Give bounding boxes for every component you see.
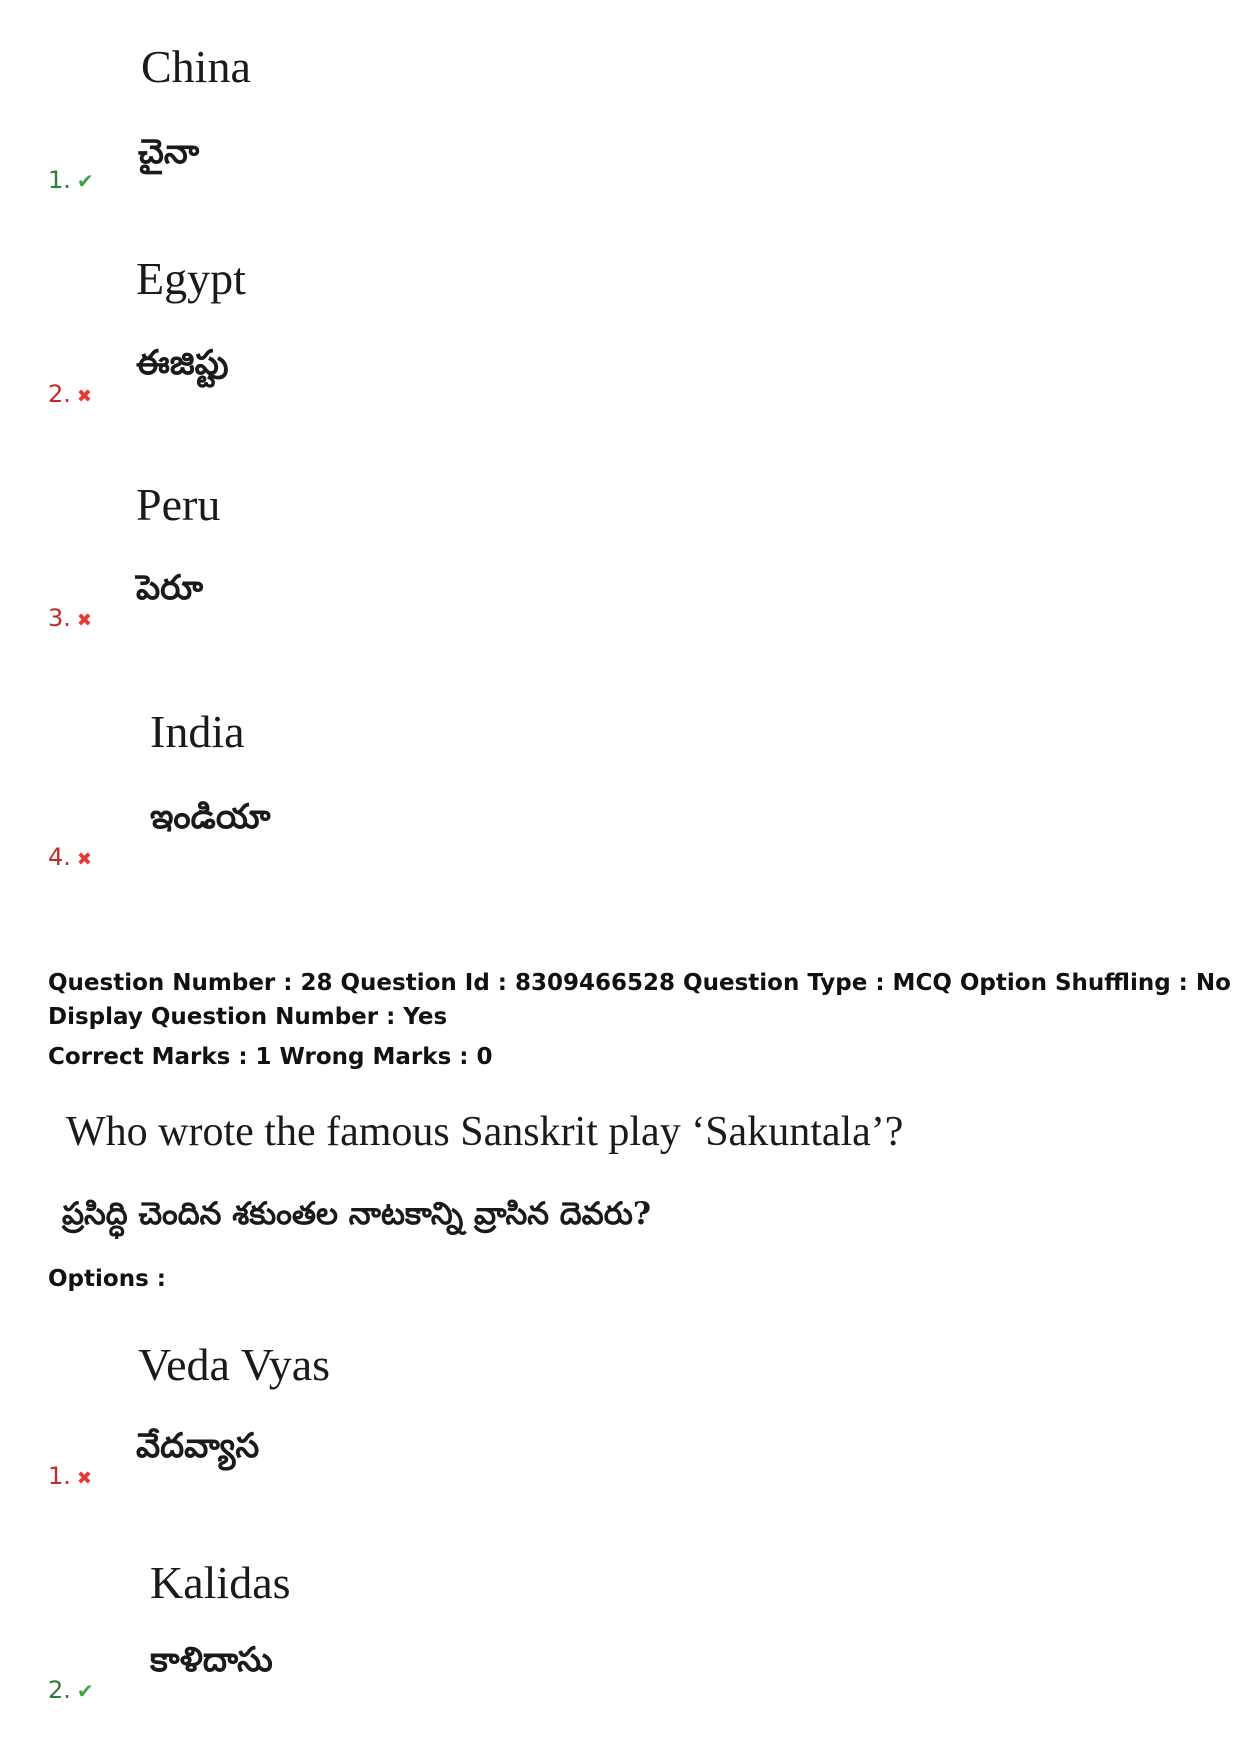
option-number bbox=[48, 166, 94, 194]
option-number-label: 3. bbox=[48, 604, 71, 632]
option-number bbox=[48, 843, 92, 871]
check-icon: ✔ bbox=[76, 169, 94, 193]
option-text-en: Kalidas bbox=[150, 1557, 291, 1608]
option-text-te: పెరూ bbox=[136, 568, 204, 608]
question-meta-line-2: Display Question Number : Yes bbox=[48, 1004, 448, 1030]
cross-icon: ✖ bbox=[76, 386, 92, 407]
option-text-te: కాళిదాసు bbox=[150, 1640, 273, 1680]
option-number bbox=[48, 1676, 94, 1704]
check-icon: ✔ bbox=[76, 1679, 94, 1703]
question-text-en: Who wrote the famous Sanskrit play ‘Sakuntala’? bbox=[66, 1109, 904, 1155]
option-number-label: 4. bbox=[48, 843, 71, 871]
option-number-label: 2. bbox=[48, 380, 71, 408]
question-marks-line: Correct Marks : 1 Wrong Marks : 0 bbox=[48, 1044, 493, 1070]
option-number bbox=[48, 604, 92, 632]
cross-icon: ✖ bbox=[76, 1468, 92, 1489]
cross-icon: ✖ bbox=[76, 849, 92, 870]
option-text-en: India bbox=[150, 706, 245, 757]
option-text-te: వేదవ్యాస bbox=[136, 1426, 260, 1466]
cross-icon: ✖ bbox=[76, 610, 92, 631]
option-text-en: China bbox=[141, 41, 251, 92]
option-number bbox=[48, 1462, 92, 1490]
option-text-te: ఇండియా bbox=[150, 797, 271, 837]
option-number bbox=[48, 380, 92, 408]
option-text-en: Egypt bbox=[136, 253, 246, 304]
question-meta-line-1: Question Number : 28 Question Id : 8309466528 Question Type : MCQ Option Shuffling : No bbox=[48, 970, 1231, 996]
option-text-en: Veda Vyas bbox=[138, 1339, 331, 1390]
options-label: Options : bbox=[48, 1266, 166, 1292]
option-number-label: 1. bbox=[48, 1462, 71, 1490]
option-number-label: 2. bbox=[48, 1676, 71, 1704]
option-number-label: 1. bbox=[48, 166, 71, 194]
question-text-te: ప్రసిద్ధి చెందిన శకుంతల నాటకాన్ని వ్రాసిన దెవరు? bbox=[62, 1196, 651, 1232]
option-text-te: ఈజిప్టు bbox=[136, 343, 229, 383]
option-text-en: Peru bbox=[136, 479, 221, 530]
option-text-te: చైనా bbox=[138, 132, 200, 172]
